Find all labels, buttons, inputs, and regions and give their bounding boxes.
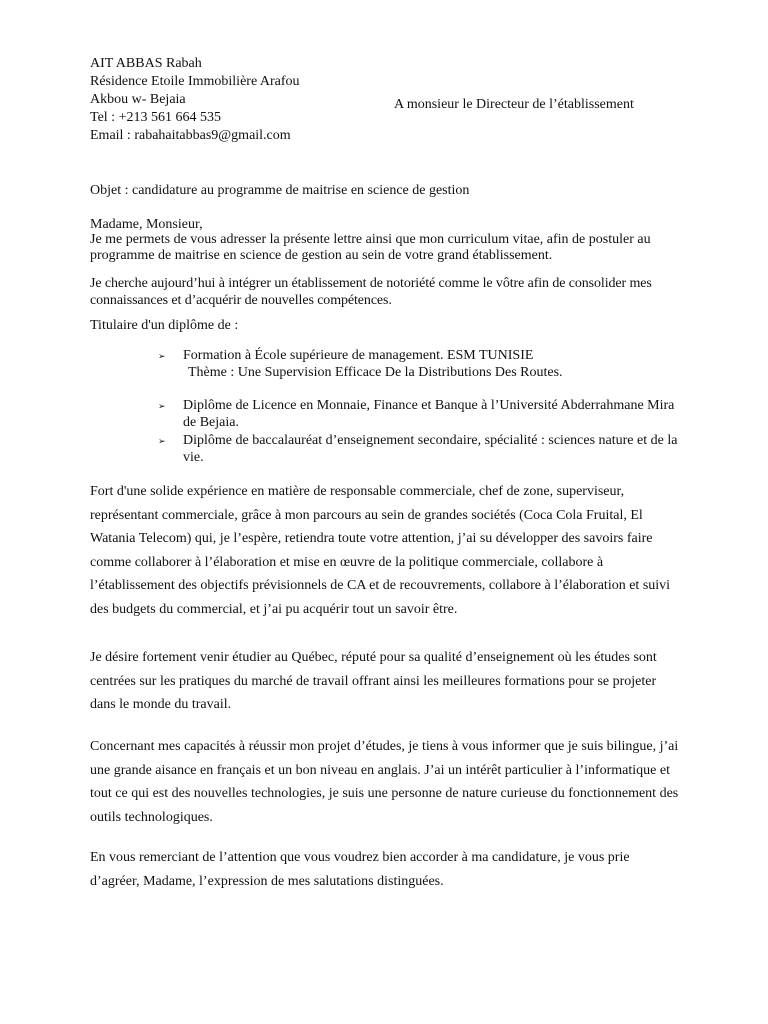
experience-paragraph: Fort d'une solide expérience en matière de responsable commerciale, chef de zone, superviseur, représentant commerciale, grâce à mon parcours au sein de grandes sociétés (Coca Cola Fruital, El Watania Telecom) qui, je l’espère, retiendra toute votre attention, j’ai su développer des savoirs faire comme collaborer à l’élaboration et mise en œuvre de la politique commerciale, collabore à l’établissement des objectifs prévisionnels de CA et de recouvrements, collabore à l’élaboration et suivi des budgets du commercial, et j’ai pu acquérir tout un savoir être. xyxy=(90,484,671,617)
bullet-icon: ➢ xyxy=(158,351,166,361)
sender-city: Akbou w- Bejaia xyxy=(90,92,186,107)
sender-residence: Résidence Etoile Immobilière Arafou xyxy=(90,74,300,89)
sender-email: Email : rabahaitabbas9@gmail.com xyxy=(90,128,291,143)
sender-tel: Tel : +213 561 664 535 xyxy=(90,110,221,125)
subject-line: Objet : candidature au programme de maitrise en science de gestion xyxy=(90,183,470,198)
quebec-paragraph: Je désire fortement venir étudier au Québec, réputé pour sa qualité d’enseignement où les études sont centrées sur les pratiques du marché de travail offrant ainsi les meilleures formations pour se projeter dans le monde du travail. xyxy=(90,650,657,712)
diploma-theme: Thème : Une Supervision Efficace De la Distributions Des Routes. xyxy=(188,365,563,380)
diploma-item xyxy=(183,347,683,381)
bullet-icon: ➢ xyxy=(158,401,166,411)
skills-paragraph: Concernant mes capacités à réussir mon projet d’études, je tiens à vous informer que je suis bilingue, j’ai une grande aisance en français et un bon niveau en anglais. J’ai un intérêt particulier à l’informatique et tout ce qui est des nouvelles technologies, je suis une personne de nature curieuse du fonctionnement des outils technologiques. xyxy=(90,739,679,825)
intro-paragraph: Je me permets de vous adresser la présente lettre ainsi que mon curriculum vitae, afin de postuler au programme de maitrise en science de gestion au sein de votre grand établissement. xyxy=(90,232,651,263)
diploma-heading: Titulaire d'un diplôme de : xyxy=(90,318,239,333)
closing-paragraph: En vous remerciant de l’attention que vous voudrez bien accorder à ma candidature, je vous prie d’agréer, Madame, l’expression de mes salutations distinguées. xyxy=(90,850,630,889)
goal-paragraph: Je cherche aujourd’hui à intégrer un établissement de notoriété comme le vôtre afin de consolider mes connaissances et d’acquérir de nouvelles compétences. xyxy=(90,276,652,308)
diploma-item: Diplôme de Licence en Monnaie, Finance et Banque à l’Université Abderrahmane Mira de Bejaia. xyxy=(183,398,675,430)
diploma-title: Formation à École supérieure de management. ESM TUNISIE xyxy=(183,348,534,363)
bullet-icon: ➢ xyxy=(158,436,166,446)
diploma-item: Diplôme de baccalauréat d’enseignement secondaire, spécialité : sciences nature et de la vie. xyxy=(183,433,678,465)
recipient-line: A monsieur le Directeur de l’établissement xyxy=(394,97,634,112)
greeting: Madame, Monsieur, xyxy=(90,217,203,232)
sender-name: AIT ABBAS Rabah xyxy=(90,56,202,71)
